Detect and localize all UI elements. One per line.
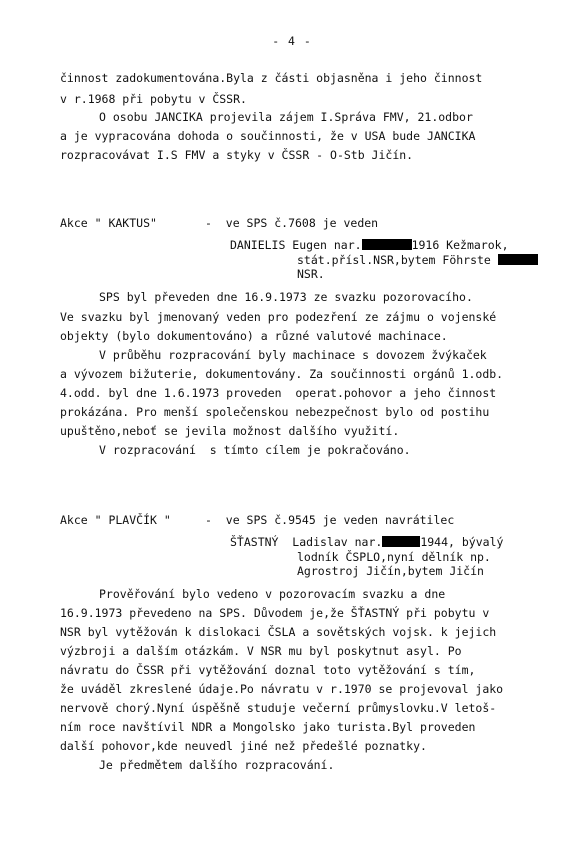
text-line: v r.1968 při pobytu v ČSSR.	[60, 92, 247, 106]
kaktus-person-birth: 1916 Kežmarok,	[411, 238, 509, 252]
plavcik-person-line	[230, 535, 503, 549]
text-line: výzbroji a dalším otázkám. V NSR mu byl poskytnut asyl. Po	[60, 644, 462, 658]
page-number: - 4 -	[272, 34, 312, 48]
text-line: V rozpracování s tímto cílem je pokračováno.	[99, 443, 411, 457]
text-line: Ve svazku byl jmenovaný veden pro podezření ze zájmu o vojenské	[60, 310, 497, 324]
text-line: a vývozem bižuterie, dokumentovány. Za součinnosti orgánů 1.odb.	[60, 367, 504, 381]
redaction-block	[362, 239, 412, 250]
plavcik-person-line: Agrostroj Jičín,bytem Jičín	[297, 564, 484, 578]
kaktus-person-name: DANIELIS Eugen nar.	[230, 238, 362, 252]
kaktus-heading-rest: - ve SPS č.7608 je veden	[205, 216, 379, 230]
text-line: další pohovor,kde neuvedl jiné než předešlé poznatky.	[60, 739, 427, 753]
kaktus-person-residence: stát.přísl.NSR,bytem Föhrste	[297, 253, 491, 267]
text-line: 16.9.1973 převedeno na SPS. Důvodem je,že ŠŤASTNÝ při pobytu v	[60, 606, 490, 620]
text-line: činnost zadokumentována.Byla z části objasněna i jeho činnost	[60, 71, 483, 85]
redaction-block	[498, 254, 538, 265]
plavcik-heading-rest: - ve SPS č.9545 je veden navrátilec	[205, 513, 455, 527]
plavcik-person-name: ŠŤASTNÝ Ladislav nar.	[230, 535, 383, 549]
plavcik-person-birth: 1944, bývalý	[420, 535, 504, 549]
kaktus-person-line: NSR.	[297, 267, 325, 281]
text-line: Je předmětem dalšího rozpracování.	[99, 758, 335, 772]
text-line: V průběhu rozpracování byly machinace s dovozem žvýkaček	[99, 348, 487, 362]
text-line: a je vypracována dohoda o součinnosti, že v USA bude JANCIKA	[60, 129, 476, 143]
plavcik-person-line: lodník ČSPLO,nyní dělník np.	[297, 550, 491, 564]
kaktus-person-line	[230, 238, 509, 252]
text-line: návratu do ČSSR při vytěžování doznal toto vytěžování s tím,	[60, 663, 476, 677]
redaction-block	[382, 536, 420, 547]
kaktus-heading-label: Akce " KAKTUS"	[60, 216, 157, 230]
text-line: 4.odd. byl dne 1.6.1973 proveden operat.pohovor a jeho činnost	[60, 386, 497, 400]
text-line: že uváděl zkreslené údaje.Po návratu v r.1970 se projevoval jako	[60, 682, 504, 696]
kaktus-person-line	[297, 253, 538, 267]
text-line: Prověřování bylo vedeno v pozorovacím svazku a dne	[99, 587, 446, 601]
text-line: objekty (bylo dokumentováno) a různé valutové machinace.	[60, 329, 448, 343]
text-line: prokázána. Pro menší společenskou nebezpečnost bylo od postihu	[60, 405, 490, 419]
text-line: O osobu JANCIKA projevila zájem I.Správa FMV, 21.odbor	[99, 110, 473, 124]
text-line: SPS byl převeden dne 16.9.1973 ze svazku pozorovacího.	[99, 290, 473, 304]
text-line: NSR byl vytěžován k dislokaci ČSLA a sovětských vojsk. k jejich	[60, 625, 497, 639]
text-line: upuštěno,neboť se jevila možnost dalšího využití.	[60, 424, 400, 438]
text-line: rozpracovávat I.S FMV a styky v ČSSR - O-Stb Jičín.	[60, 148, 414, 162]
text-line: ním roce navštívil NDR a Mongolsko jako turista.Byl proveden	[60, 720, 476, 734]
text-line: nervově chorý.Nyní úspěšně studuje večerní průmyslovku.V letoš-	[60, 701, 497, 715]
plavcik-heading-label: Akce " PLAVČÍK "	[60, 513, 171, 527]
